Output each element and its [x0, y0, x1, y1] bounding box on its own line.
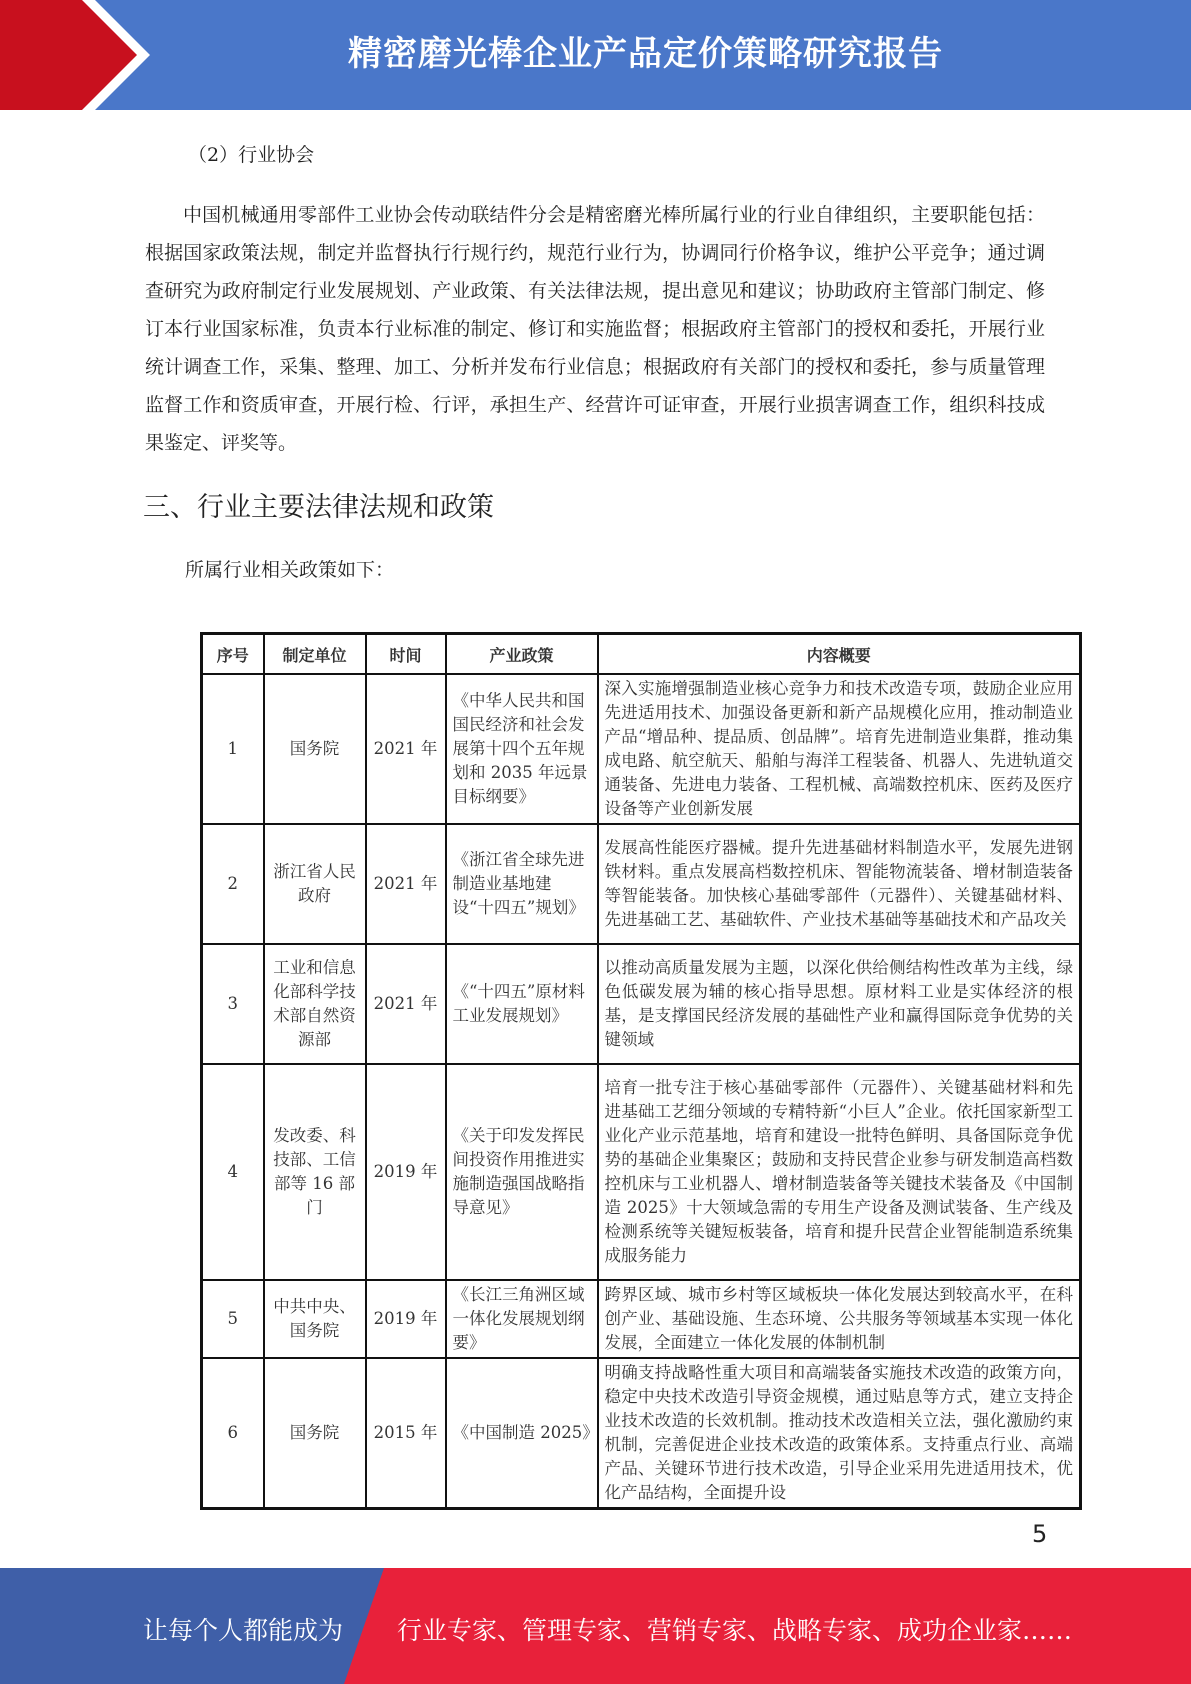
row-summary: 明确支持战略性重大项目和高端装备实施技术改造的政策方向，稳定中央技术改造引导资金规模，通过贴息等方式，建立支持企业技术改造的长效机制。推动技术改造相关立法，强化激励约束机制，完善促进企业技术改造的政策体系。支持重点行业、高端产品、关键环节进行技术改造，引导企业采用先进适用技术，优化产品结构，全面提升设 — [598, 1358, 1081, 1509]
table-row — [202, 824, 1081, 944]
table-header-row — [202, 634, 1081, 675]
row-policy: 《“十四五”原材料工业发展规划》 — [446, 944, 598, 1064]
row-index: 4 — [202, 1064, 264, 1280]
row-policy: 《中国制造 2025》 — [446, 1358, 598, 1509]
row-policy: 《浙江省全球先进制造业基地建设“十四五”规划》 — [446, 824, 598, 944]
row-issuer: 浙江省人民政府 — [264, 824, 366, 944]
table-row — [202, 1280, 1081, 1358]
row-policy: 《关于印发发挥民间投资作用推进实施制造强国战略指导意见》 — [446, 1064, 598, 1280]
row-year: 2021 年 — [366, 674, 446, 824]
header-arrow-decoration — [0, 0, 160, 110]
header-issuer: 制定单位 — [264, 634, 366, 675]
policy-table — [200, 632, 1082, 1510]
row-summary: 以推动高质量发展为主题，以深化供给侧结构性改革为主线，绿色低碳发展为辅的核心指导思想。原材料工业是实体经济的根基，是支撑国民经济发展的基础性产业和赢得国际竞争优势的关键领域 — [598, 944, 1081, 1064]
footer-slogan-left: 让每个人都能成为 — [143, 1616, 344, 1645]
row-index: 2 — [202, 824, 264, 944]
page-header — [0, 0, 1191, 110]
row-issuer: 工业和信息化部科学技术部自然资源部 — [264, 944, 366, 1064]
row-index: 5 — [202, 1280, 264, 1358]
row-index: 6 — [202, 1358, 264, 1509]
association-paragraph: 中国机械通用零部件工业协会传动联结件分会是精密磨光棒所属行业的行业自律组织，主要职能包括：根据国家政策法规，制定并监督执行行规行约，规范行业行为，协调同行价格争议，维护公平竞争；通过调查研究为政府制定行业发展规划、产业政策、有关法律法规，提出意见和建议；协助政府主管部门制定、修订本行业国家标准，负责本行业标准的制定、修订和实施监督；根据政府主管部门的授权和委托，开展行业统计调查工作，采集、整理、加工、分析并发布行业信息；根据政府有关部门的授权和委托，参与质量管理监督工作和资质审查，开展行检、行评，承担生产、经营许可证审查，开展行业损害调查工作，组织科技成果鉴定、评奖等。 — [145, 204, 1045, 454]
row-issuer: 国务院 — [264, 674, 366, 824]
row-year: 2015 年 — [366, 1358, 446, 1509]
row-year: 2019 年 — [366, 1064, 446, 1280]
row-issuer: 中共中央、国务院 — [264, 1280, 366, 1358]
row-summary: 跨界区域、城市乡村等区域板块一体化发展达到较高水平，在科创产业、基础设施、生态环境、公共服务等领域基本实现一体化发展，全面建立一体化发展的体制机制 — [598, 1280, 1081, 1358]
page-number: 5 — [1032, 1520, 1048, 1548]
row-index: 3 — [202, 944, 264, 1064]
table-row — [202, 1358, 1081, 1509]
header-index: 序号 — [202, 634, 264, 675]
row-year: 2019 年 — [366, 1280, 446, 1358]
policy-intro: 所属行业相关政策如下： — [185, 559, 395, 581]
row-issuer: 国务院 — [264, 1358, 366, 1509]
table-row — [202, 944, 1081, 1064]
row-policy: 《长江三角洲区域一体化发展规划纲要》 — [446, 1280, 598, 1358]
section-heading: 三、行业主要法律法规和政策 — [143, 492, 494, 523]
row-policy: 《中华人民共和国国民经济和社会发展第十四个五年规划和 2035 年远景目标纲要》 — [446, 674, 598, 824]
row-year: 2021 年 — [366, 824, 446, 944]
header-policy: 产业政策 — [446, 634, 598, 675]
row-summary: 深入实施增强制造业核心竞争力和技术改造专项，鼓励企业应用先进适用技术、加强设备更新和新产品规模化应用，推动制造业产品“增品种、提品质、创品牌”。培育先进制造业集群，推动集成电路、航空航天、船舶与海洋工程装备、机器人、先进轨道交通装备、先进电力装备、工程机械、高端数控机床、医药及医疗设备等产业创新发展 — [598, 674, 1081, 824]
header-summary: 内容概要 — [598, 634, 1081, 675]
report-title: 精密磨光棒企业产品定价策略研究报告 — [348, 34, 943, 74]
header-year: 时间 — [366, 634, 446, 675]
footer-slogan-right: 行业专家、管理专家、营销专家、战略专家、成功企业家…… — [397, 1616, 1073, 1645]
table-row — [202, 1064, 1081, 1280]
sub-heading: （2）行业协会 — [188, 144, 315, 166]
row-summary: 培育一批专注于核心基础零部件（元器件）、关键基础材料和先进基础工艺细分领域的专精特新“小巨人”企业。依托国家新型工业化产业示范基地，培育和建设一批特色鲜明、具备国际竞争优势的基础企业集聚区；鼓励和支持民营企业参与研发制造高档数控机床与工业机器人、增材制造装备等关键技术装备及《中国制造 2025》十大领域急需的专用生产设备及测试装备、生产线及检测系统等关键短板装备，培育和提升民营企业智能制造系统集成服务能力 — [598, 1064, 1081, 1280]
page-footer — [0, 1568, 1191, 1684]
row-index: 1 — [202, 674, 264, 824]
row-summary: 发展高性能医疗器械。提升先进基础材料制造水平，发展先进钢铁材料。重点发展高档数控机床、智能物流装备、增材制造装备等智能装备。加快核心基础零部件（元器件）、关键基础材料、先进基础工艺、基础软件、产业技术基础等基础技术和产品攻关 — [598, 824, 1081, 944]
row-issuer: 发改委、科技部、工信部等 16 部门 — [264, 1064, 366, 1280]
table-row — [202, 674, 1081, 824]
row-year: 2021 年 — [366, 944, 446, 1064]
